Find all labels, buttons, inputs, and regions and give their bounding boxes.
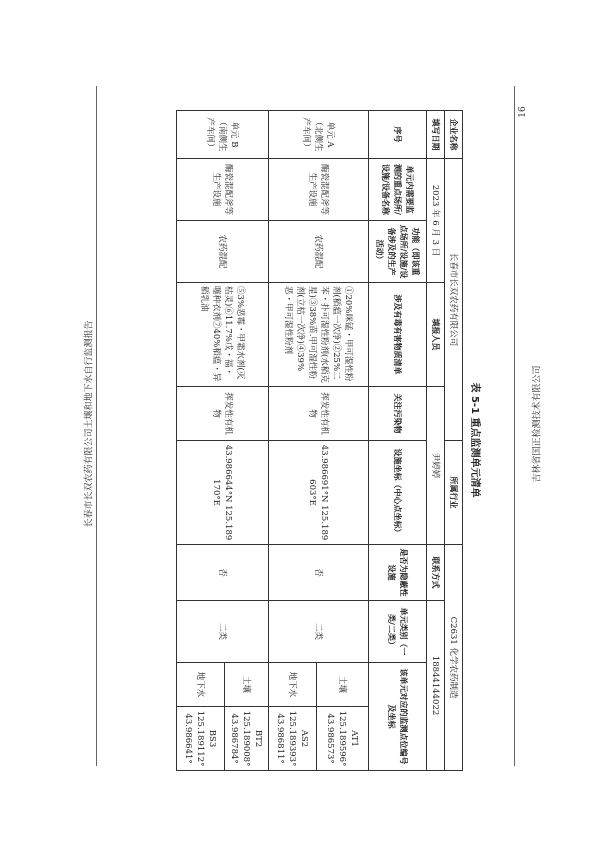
point-lon: 125.189596°: [337, 710, 348, 767]
point-lon: 125.189112°: [195, 710, 206, 767]
col-coords: 设施坐标（中心点坐标）: [369, 441, 427, 545]
header-rule: [96, 86, 97, 766]
col-substances: 涉及有毒有害物质清单: [369, 283, 427, 387]
point-lon: 125.189008°: [241, 710, 252, 767]
unit-a-seq: 单元 A（北侧生产车间）: [269, 111, 369, 159]
col-category: 单元类别（一类/二类）: [369, 601, 427, 663]
unit-b-facility: 酶瓷混配斧等生产设施: [177, 159, 269, 221]
point-id: AS2: [299, 729, 310, 748]
col-seq: 序号: [369, 111, 427, 159]
column-header-row: [369, 111, 427, 771]
unit-a-hidden: 否: [269, 545, 369, 601]
unit-a-facility: 酶瓷混配斧等生产设施: [269, 159, 369, 221]
contact-label: 联系方式: [427, 545, 445, 601]
point-id: AT1: [349, 730, 360, 747]
company-label: 企业名称: [445, 111, 463, 159]
col-function: 功能（即该重点场所/设施/设备涉及的生产活动）: [369, 221, 427, 283]
unit-b-substances: ⑤3%恶霉・甲霜水剂(灭枯灵)⑥11.7%戊・福・噻种衣剂⑦40%稻瘟・异稻乳油: [177, 283, 269, 387]
point-type: 地下水: [177, 663, 225, 707]
unit-a-function: 农药混配: [269, 221, 369, 283]
point-id: BT2: [253, 729, 264, 748]
point-lat: 43.986811°: [275, 713, 286, 764]
point-lat: 43.986573°: [325, 713, 336, 764]
page-footer: 吉林省国正检测技术有限公司: [532, 365, 543, 483]
unit-b-pollutant: 挥发性有机物: [177, 387, 269, 441]
contact-value: 18844144022: [427, 601, 445, 771]
page-header: 长春市长双农药有限公司土壤和地下水自行监测报告: [84, 320, 95, 528]
point-lat: 43.986784°: [229, 713, 240, 764]
point-lat: 43.986641°: [183, 713, 194, 764]
point-bs3: [177, 707, 225, 771]
unit-a-substances: ①20%咪锰・甲可湿性粉剂(稻瘟一次净)②25%二苯・扑可湿性粉剂(水稻克星)③38%苗.甲可湿性粉剂(立枯一次净)④39%恶・甲可湿性粉剂: [269, 283, 369, 387]
filler-value: 尹婷婷: [427, 387, 445, 545]
table-row: [225, 111, 269, 771]
point-type: 土壤: [317, 663, 369, 707]
info-row-company: [445, 111, 463, 771]
unit-a-coords: 43.986691°N 125.189603°E: [269, 441, 369, 545]
unit-b-seq: 单元 B（南侧生产车间）: [177, 111, 269, 159]
unit-b-hidden: 否: [177, 545, 269, 601]
point-at1: [317, 707, 369, 771]
page-number: 16: [518, 106, 528, 118]
rotated-table-block: [155, 110, 485, 770]
industry-label: 所属行业: [445, 441, 463, 545]
point-type: 土壤: [225, 663, 269, 707]
table-row: [317, 111, 369, 771]
col-points: 该单元对应的监测点位编号及坐标: [369, 663, 427, 771]
col-hidden: 是否为隐蔽性设施: [369, 545, 427, 601]
unit-a-pollutant: 挥发性有机物: [269, 387, 369, 441]
point-bt2: [225, 707, 269, 771]
unit-b-category: 二类: [177, 601, 269, 663]
point-lon: 125.189393°: [287, 710, 298, 767]
filler-label: 填报人员: [427, 283, 445, 387]
date-label: 填写日期: [427, 111, 445, 159]
point-type: 地下水: [269, 663, 317, 707]
info-row-date: [427, 111, 445, 771]
table-caption: 表 5-1 重点监测单元清单: [469, 382, 480, 498]
date-value: 2023 年 6 月 3 日: [427, 159, 445, 283]
point-as2: [269, 707, 317, 771]
footer-rule: [514, 86, 515, 766]
col-pollutant: 关注污染物: [369, 387, 427, 441]
industry-value: C2631 化学农药制造: [445, 545, 463, 771]
company-value: 长春市长双农药有限公司: [445, 159, 463, 441]
col-facility: 单元内需要监测的重点场所/设施/设备名称: [369, 159, 427, 221]
monitoring-units-table: [176, 110, 463, 771]
unit-a-category: 二类: [269, 601, 369, 663]
point-id: BS3: [207, 729, 218, 748]
unit-b-function: 农药混配: [177, 221, 269, 283]
unit-b-coords: 43.986644°N 125.189170°E: [177, 441, 269, 545]
